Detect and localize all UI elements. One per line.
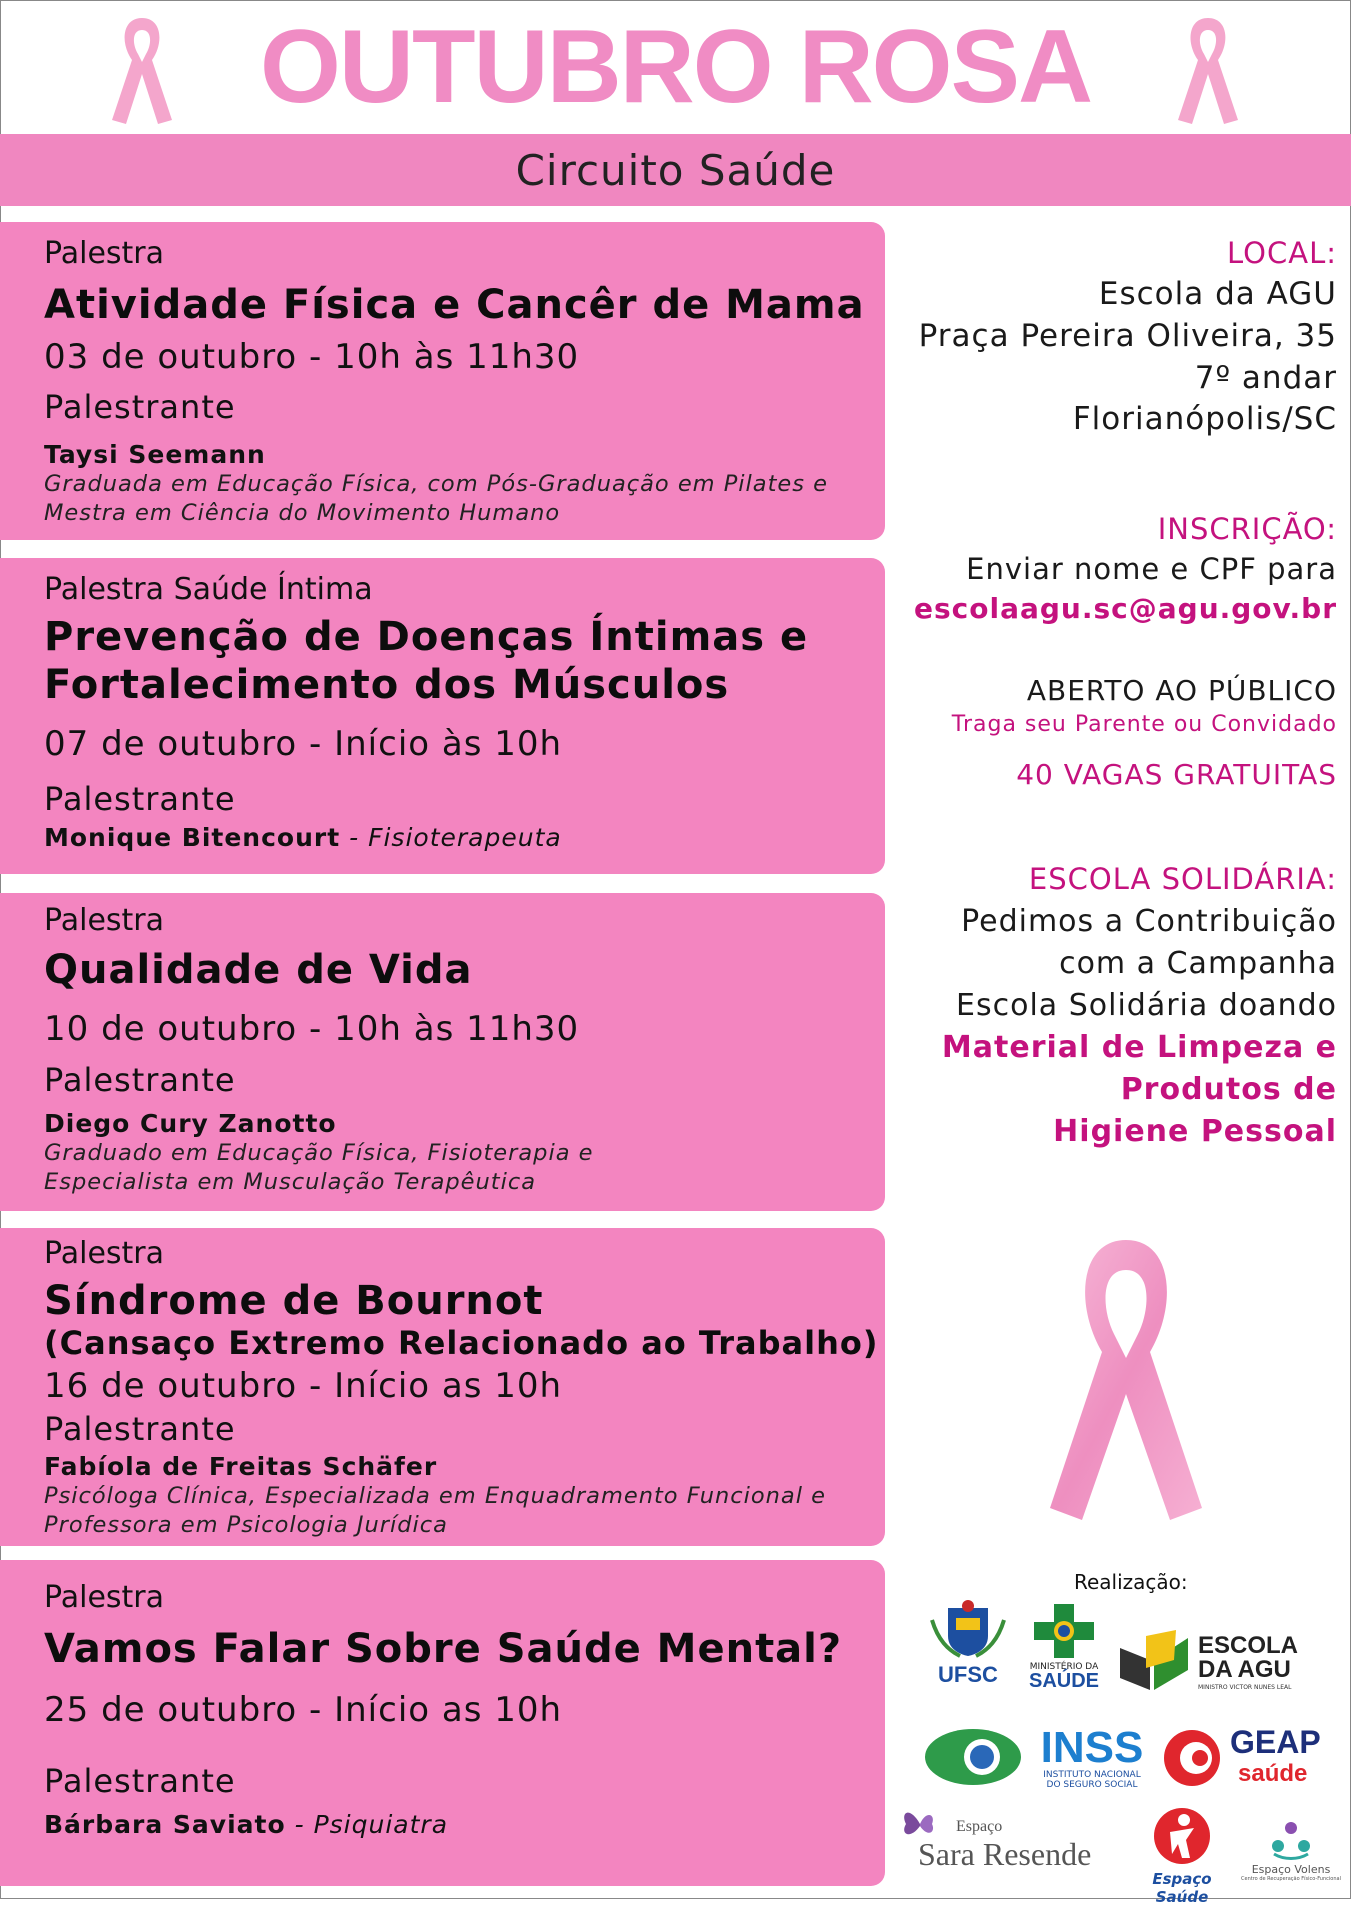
- inscricao-email: escolaagu.sc@agu.gov.br: [914, 592, 1337, 625]
- green-swirl-logo: [922, 1726, 1024, 1788]
- traga-convidado: Traga seu Parente ou Convidado: [951, 712, 1337, 737]
- talk-title-line-2: (Cansaço Extremo Relacionado ao Trabalho): [44, 1324, 879, 1362]
- material-line-1: Material de Limpeza e: [941, 1030, 1337, 1065]
- speaker-bio-line-1: Graduada em Educação Física, com Pós-Graduação em Pilates e: [44, 471, 828, 497]
- talk-kind: Palestra: [44, 1236, 165, 1271]
- talk-date: 25 de outubro - Início as 10h: [44, 1690, 563, 1730]
- inscricao-label: INSCRIÇÃO:: [1157, 512, 1337, 546]
- speaker-role: - Psiquiatra: [285, 1810, 449, 1839]
- vagas-gratuitas: 40 VAGAS GRATUITAS: [1016, 758, 1337, 791]
- speaker-label: Palestrante: [44, 388, 236, 426]
- local-line-1: Escola da AGU: [1098, 276, 1337, 312]
- local-label: LOCAL:: [1227, 236, 1337, 270]
- talk-card-5: [0, 1560, 885, 1886]
- local-line-4: Florianópolis/SC: [1072, 401, 1337, 437]
- speaker-bio-line-2: Especialista em Musculação Terapêutica: [44, 1169, 536, 1195]
- speaker-role: - Fisioterapeuta: [340, 823, 562, 852]
- speaker-bio-line-1: Graduado em Educação Física, Fisioterapia e: [44, 1140, 594, 1166]
- speaker-name: Bárbara Saviato - Psiquiatra: [44, 1810, 449, 1839]
- ufsc-crest-icon: [924, 1600, 1012, 1658]
- talk-title-line-2: Fortalecimento dos Músculos: [44, 662, 730, 708]
- speaker-bio-line-1: Psicóloga Clínica, Especializada em Enquadramento Funcional e: [44, 1483, 826, 1509]
- geap-swirl-icon: [1160, 1726, 1224, 1790]
- inss-logo: INSS INSTITUTO NACIONAL DO SEGURO SOCIAL: [1040, 1723, 1144, 1790]
- talk-date: 03 de outubro - 10h às 11h30: [44, 337, 580, 377]
- book-icon: [1116, 1630, 1192, 1690]
- talk-title: Vamos Falar Sobre Saúde Mental?: [44, 1626, 843, 1672]
- local-line-3: 7º andar: [1194, 360, 1337, 396]
- espaco-saude-logo: Espaço Saúde: [1126, 1802, 1238, 1892]
- talk-kind: Palestra: [44, 1580, 165, 1615]
- speaker-name: Diego Cury Zanotto: [44, 1109, 337, 1138]
- speaker-label: Palestrante: [44, 1762, 236, 1800]
- inscricao-text: Enviar nome e CPF para: [966, 552, 1337, 586]
- talk-title-line-1: Síndrome de Bournot: [44, 1278, 544, 1324]
- talk-date: 07 de outubro - Início às 10h: [44, 724, 563, 764]
- talk-card-4: [0, 1228, 885, 1546]
- talk-kind: Palestra: [44, 236, 165, 271]
- talk-kind: Palestra: [44, 903, 165, 938]
- subtitle-band: [0, 134, 1351, 206]
- talk-title-line-1: Prevenção de Doenças Íntimas e: [44, 614, 809, 660]
- ufsc-logo: UFSC: [924, 1600, 1012, 1680]
- poster-title: OUTUBRO ROSA: [259, 9, 1092, 125]
- person-heart-icon: [1152, 1802, 1212, 1866]
- geap-logo: GEAP saúde: [1160, 1722, 1310, 1792]
- local-line-2: Praça Pereira Oliveira, 35: [918, 318, 1337, 354]
- talk-title: Atividade Física e Cancêr de Mama: [44, 282, 865, 328]
- escola-agu-logo: ESCOLA DA AGU MINISTRO VICTOR NUNES LEAL: [1116, 1626, 1316, 1696]
- solidaria-line-1: Pedimos a Contribuição: [961, 904, 1337, 939]
- speaker-bio-line-2: Professora em Psicologia Jurídica: [44, 1512, 448, 1538]
- speaker-name: Monique Bitencourt - Fisioterapeuta: [44, 823, 562, 852]
- solidaria-label: ESCOLA SOLIDÁRIA:: [1028, 862, 1337, 896]
- speaker-label: Palestrante: [44, 780, 236, 818]
- speaker-label: Palestrante: [44, 1410, 236, 1448]
- volens-dots-icon: [1268, 1820, 1314, 1860]
- talk-date: 10 de outubro - 10h às 11h30: [44, 1009, 580, 1049]
- realizacao-label: Realização:: [1074, 1570, 1188, 1594]
- speaker-label: Palestrante: [44, 1061, 236, 1099]
- pink-ribbon-icon-large: [1036, 1234, 1216, 1524]
- solidaria-line-3: Escola Solidária doando: [956, 988, 1337, 1023]
- aberto-ao-publico: ABERTO AO PÚBLICO: [1026, 674, 1337, 707]
- solidaria-line-2: com a Campanha: [1059, 946, 1337, 981]
- talk-card-3: [0, 893, 885, 1211]
- subtitle: Circuito Saúde: [515, 146, 836, 195]
- talk-date: 16 de outubro - Início as 10h: [44, 1366, 563, 1406]
- talk-card-1: [0, 222, 885, 540]
- talk-card-2: [0, 558, 885, 874]
- material-line-3: Higiene Pessoal: [1053, 1114, 1337, 1149]
- espaco-volens-logo: Espaço Volens Centro de Recuperação Físico-Funcional: [1236, 1820, 1346, 1890]
- material-line-2: Produtos de: [1120, 1072, 1337, 1107]
- talk-kind: Palestra Saúde Íntima: [44, 572, 373, 607]
- speaker-bio-line-2: Mestra em Ciência do Movimento Humano: [44, 500, 561, 526]
- talk-title: Qualidade de Vida: [44, 947, 473, 993]
- speaker-name: Fabíola de Freitas Schäfer: [44, 1452, 438, 1481]
- sara-resende-logo: Espaço Sara Resende: [900, 1804, 1120, 1880]
- ministerio-saude-logo: MINISTÉRIO DA SAÚDE: [1022, 1604, 1106, 1684]
- health-cross-icon: [1034, 1604, 1094, 1658]
- speaker-name: Taysi Seemann: [44, 440, 266, 469]
